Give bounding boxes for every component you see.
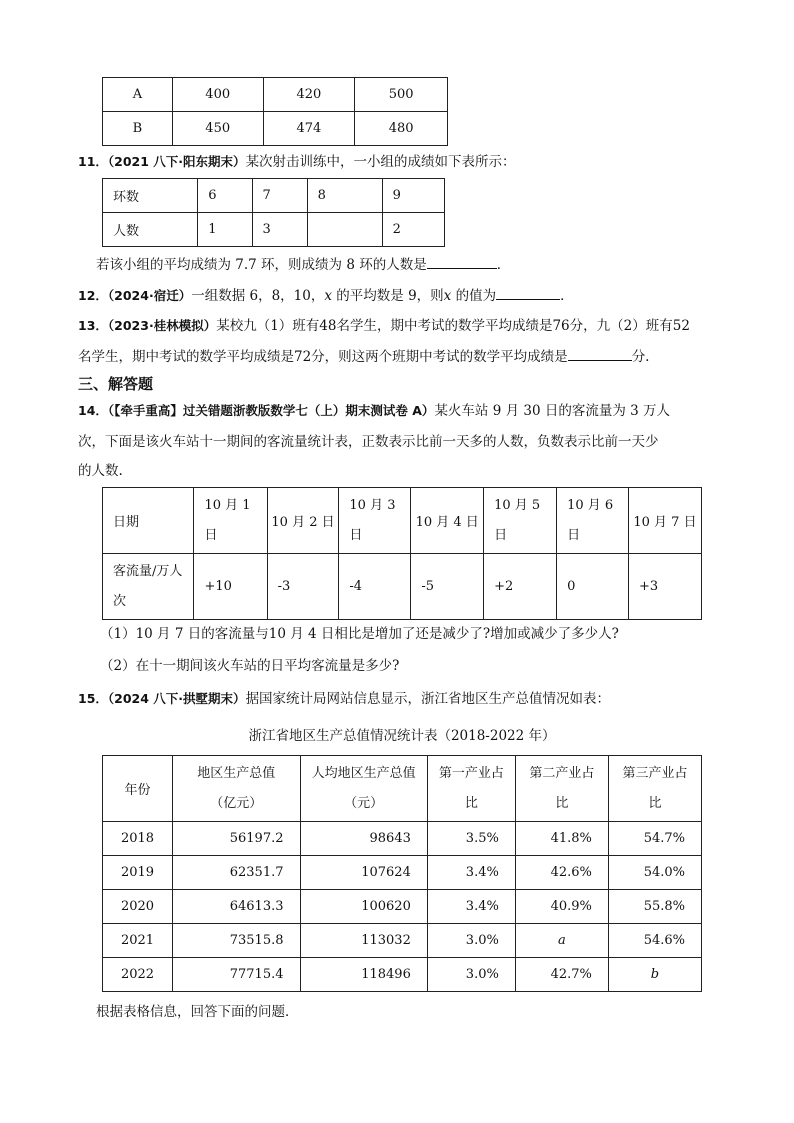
q14-value: 0 [557, 554, 629, 620]
q14-line1 [78, 401, 670, 421]
cell: 7 [252, 179, 307, 213]
header-line: （亿元） [210, 795, 263, 811]
cell: 400 [172, 78, 263, 112]
q13-number: 13． [78, 318, 108, 333]
q14-date-cell [194, 488, 267, 554]
date-line: 日 [204, 527, 218, 543]
var-x: x [324, 288, 332, 304]
cell: 480 [355, 112, 448, 146]
q14-value: +3 [628, 554, 701, 620]
cell: 474 [263, 112, 355, 146]
answer-blank[interactable] [427, 254, 497, 269]
cell: 6 [198, 179, 252, 213]
header-line: 比 [464, 795, 478, 811]
q15-stem [78, 689, 610, 709]
q14-value: +2 [484, 554, 557, 620]
q14-date-cell [411, 488, 484, 554]
q11-text: 某次射击训练中，一小组的成绩如下表所示： [245, 154, 516, 170]
date-line: 10 月 1 [204, 497, 251, 513]
unknown-a-cell: a [515, 924, 608, 958]
gdp-cell: 64613.3 [173, 890, 300, 924]
q11-stem [78, 152, 516, 172]
q14-number: 14． [78, 403, 108, 418]
q11-followup-text: 若该小组的平均成绩为 7.7 环，则成绩为 8 环的人数是 [96, 257, 427, 273]
q15-header [173, 756, 300, 822]
header-line: 第三产业占 [622, 765, 688, 781]
per-capita-cell: 113032 [300, 924, 427, 958]
q13-text-1: 某校九（1）班有48名学生，期中考试的数学平均成绩是76分，九（2）班有52 [216, 318, 690, 334]
cell: 8 [307, 179, 382, 213]
cell: 450 [172, 112, 263, 146]
unknown-b-cell: b [608, 958, 701, 992]
answer-blank[interactable] [496, 285, 560, 300]
q14-date-cell [557, 488, 629, 554]
cell: 9 [382, 179, 444, 213]
date-line: 日 [494, 527, 508, 543]
q14-subquestion-1: （1）10 月 7 日的客流量与10 月 4 日相比是增加了还是减少了?增加或减少了多少人? [100, 626, 619, 642]
q15-header [515, 756, 608, 822]
q15-after-text: 根据表格信息，回答下面的问题． [96, 1004, 299, 1020]
q15-header [300, 756, 427, 822]
per-capita-cell: 100620 [300, 890, 427, 924]
header-line: 人均地区生产总值 [311, 765, 416, 781]
q12-text-a: 一组数据 6，8，10， [191, 288, 325, 304]
q15-table-title: 浙江省地区生产总值情况统计表（2018-2022 年） [248, 728, 556, 744]
q14-value: -3 [267, 554, 339, 620]
q14-row-label [103, 554, 194, 620]
period: ． [560, 288, 574, 304]
header-line: 比 [555, 795, 569, 811]
header-line: 地区生产总值 [197, 765, 276, 781]
header-line: 第一产业占 [438, 765, 504, 781]
q14-header-date: 日期 [103, 488, 194, 554]
year-cell: 2021 [103, 924, 173, 958]
tertiary-share-cell: 54.6% [608, 924, 701, 958]
q11-source: （2021 八下·阳东期末） [107, 154, 246, 169]
primary-share-cell: 3.0% [427, 924, 515, 958]
secondary-share-cell: 41.8% [515, 822, 608, 856]
date-line: 10 月 5 [494, 497, 541, 513]
year-cell: 2019 [103, 856, 173, 890]
q14-date-cell [267, 488, 339, 554]
header-line: 比 [648, 795, 662, 811]
q13-line1 [78, 316, 690, 336]
q11-followup [96, 254, 510, 275]
gdp-cell: 73515.8 [173, 924, 300, 958]
row-a-label: A [103, 78, 173, 112]
q12-text-b: 的平均数是 9，则 [331, 288, 444, 304]
label-line: 客流量/万人 [113, 563, 183, 579]
q12-number: 12． [78, 288, 108, 303]
cell: 3 [252, 213, 307, 247]
tertiary-share-cell: 54.0% [608, 856, 701, 890]
primary-share-cell: 3.5% [427, 822, 515, 856]
q14-value: +10 [194, 554, 267, 620]
period: ． [496, 257, 511, 273]
date-line: 10 月 6 [567, 497, 614, 513]
q13-text-2: 名学生，期中考试的数学平均成绩是72分，则这两个班期中考试的数学平均成绩是 [78, 349, 568, 365]
cell: 500 [355, 78, 448, 112]
q12-source: （2024·宿迁） [107, 288, 192, 303]
answer-blank[interactable] [568, 346, 632, 361]
q14-line2: 次，下面是该火车站十一期间的客流量统计表，正数表示比前一天多的人数，负数表示比前一天少 [78, 434, 659, 450]
primary-share-cell: 3.0% [427, 958, 515, 992]
q14-passenger-table [102, 487, 702, 620]
var-x: x [443, 288, 452, 304]
primary-share-cell: 3.4% [427, 890, 515, 924]
date-line: 10 月 7 日 [633, 515, 697, 530]
gdp-cell: 77715.4 [173, 958, 300, 992]
q14-value: -5 [411, 554, 484, 620]
per-capita-cell: 107624 [300, 856, 427, 890]
primary-share-cell: 3.4% [427, 856, 515, 890]
cell: 2 [382, 213, 444, 247]
date-line: 10 月 4 日 [415, 515, 479, 530]
q11-number: 11． [78, 154, 108, 169]
q14-subquestion-2: （2）在十一期间该火车站的日平均客流量是多少? [100, 658, 400, 674]
q11-label-people: 人数 [103, 213, 198, 247]
year-cell: 2018 [103, 822, 173, 856]
cell-empty [307, 213, 382, 247]
header-line: 第二产业占 [529, 765, 595, 781]
q11-table [102, 178, 445, 247]
q13-source: （2023·桂林模拟） [107, 318, 217, 333]
q14-date-cell [484, 488, 557, 554]
cell: 420 [263, 78, 355, 112]
secondary-share-cell: 42.7% [515, 958, 608, 992]
q14-line3: 的人数. [78, 463, 123, 479]
q14-text-1: 某火车站 9 月 30 日的客流量为 3 万人 [434, 403, 671, 419]
date-line: 10 月 2 日 [271, 515, 335, 530]
q12-text-c: 的值为 [451, 288, 497, 304]
q15-text: 据国家统计局网站信息显示，浙江省地区生产总值情况如表： [245, 691, 611, 707]
q14-value: -4 [339, 554, 411, 620]
q11-label-rings: 环数 [103, 179, 198, 213]
gdp-cell: 62351.7 [173, 856, 300, 890]
date-line: 日 [349, 527, 363, 543]
row-b-label: B [103, 112, 173, 146]
date-line: 10 月 3 [349, 497, 396, 513]
header-line: （元） [344, 795, 384, 811]
q15-header [608, 756, 701, 822]
year-cell: 2020 [103, 890, 173, 924]
q15-header [427, 756, 515, 822]
q14-source: （【牵手重高】过关错题浙教版数学七（上）期末测试卷 A） [107, 403, 435, 418]
q15-gdp-table [102, 755, 702, 992]
q15-header [103, 756, 173, 822]
score-table-top [102, 77, 448, 146]
section-title: 三、解答题 [78, 375, 154, 393]
secondary-share-cell: 40.9% [515, 890, 608, 924]
q14-date-cell [339, 488, 411, 554]
secondary-share-cell: 42.6% [515, 856, 608, 890]
per-capita-cell: 118496 [300, 958, 427, 992]
tertiary-share-cell: 55.8% [608, 890, 701, 924]
q14-date-cell [628, 488, 701, 554]
per-capita-cell: 98643 [300, 822, 427, 856]
tertiary-share-cell: 54.7% [608, 822, 701, 856]
q15-source: （2024 八下·拱墅期末） [107, 691, 246, 706]
header-line: 年份 [124, 783, 151, 798]
gdp-cell: 56197.2 [173, 822, 300, 856]
date-line: 日 [567, 527, 581, 543]
q12-stem [78, 285, 574, 306]
cell: 1 [198, 213, 252, 247]
q15-number: 15． [78, 691, 108, 706]
q13-line2 [78, 346, 649, 367]
label-line: 次 [113, 593, 127, 609]
q13-unit: 分. [631, 349, 650, 365]
year-cell: 2022 [103, 958, 173, 992]
